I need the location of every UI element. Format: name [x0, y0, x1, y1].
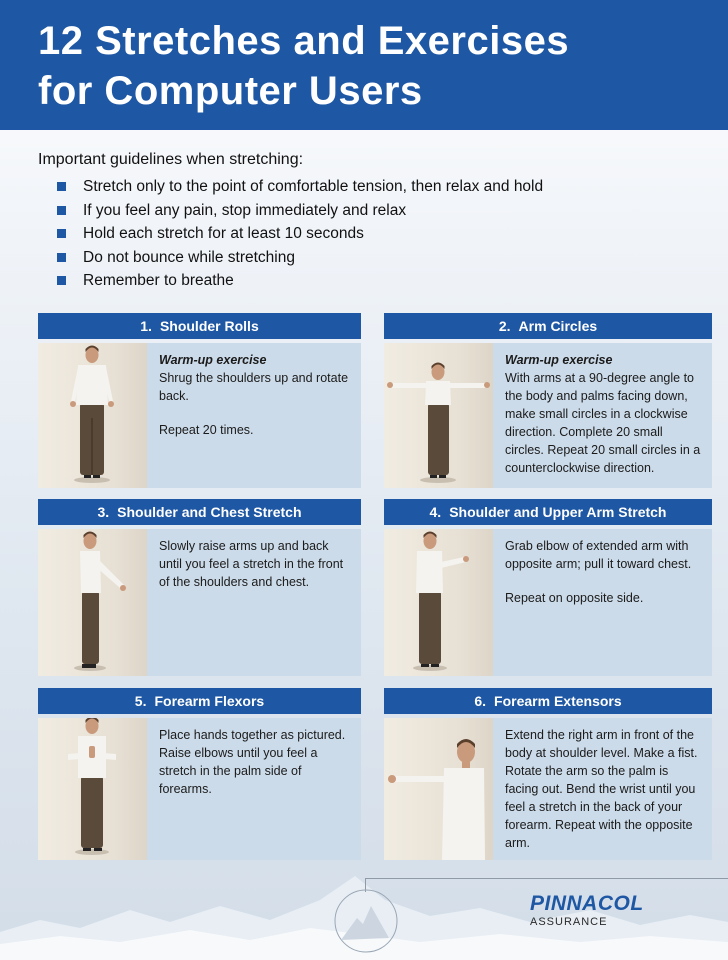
logo-area [365, 878, 728, 960]
divider [365, 878, 728, 879]
guidelines-heading: Important guidelines when stretching: [38, 151, 304, 168]
exercise-photo [38, 718, 147, 860]
person-hands-together-figure [38, 718, 147, 860]
guideline-item: Do not bounce while stretching [38, 246, 698, 270]
exercise-photo [384, 718, 493, 860]
exercise-instructions: Grab elbow of extended arm with opposite arm; pull it toward chest. [505, 539, 692, 571]
exercise-description-panel [493, 718, 712, 860]
exercise-description-panel [147, 529, 361, 676]
page-header [0, 0, 728, 130]
brand-subtitle: ASSURANCE [530, 916, 608, 928]
exercise-photo [384, 529, 493, 676]
exercise-title-bar: 3. Shoulder and Chest Stretch [38, 499, 361, 525]
square-bullet-icon [57, 253, 66, 262]
exercise-title-bar: 2. Arm Circles [384, 313, 712, 339]
guidelines-list [38, 175, 698, 293]
exercise-card-shoulder-rolls [38, 313, 361, 488]
square-bullet-icon [57, 206, 66, 215]
mountain-peak-emblem-icon [333, 888, 399, 954]
exercise-photo [384, 343, 493, 488]
page-title [38, 16, 718, 116]
exercise-description-panel [147, 718, 361, 860]
exercise-card-shoulder-chest-stretch [38, 499, 361, 676]
exercise-instructions: Place hands together as pictured. Raise elbows until you feel a stretch in the palm side of forearms. [159, 728, 346, 796]
exercise-card-forearm-flexors [38, 688, 361, 860]
exercise-repeat-note: Repeat 20 times. [159, 423, 254, 437]
square-bullet-icon [57, 182, 66, 191]
exercise-title-bar: 5. Forearm Flexors [38, 688, 361, 714]
title-line-1: 12 Stretches and Exercises [38, 19, 570, 63]
brand-name: PINNACOL [530, 892, 644, 915]
exercise-description-panel [147, 343, 361, 488]
person-side-stretch-figure [38, 529, 147, 676]
exercise-instructions: Extend the right arm in front of the body at shoulder level. Make a fist. Rotate the arm so the palm is facing out. Bend the wrist until you feel a stretch in the back of your forearm. Repeat with the opposite arm. [505, 728, 698, 850]
title-line-2: for Computer Users [38, 69, 423, 113]
guideline-item: If you feel any pain, stop immediately and relax [38, 199, 698, 223]
exercise-title-bar: 4. Shoulder and Upper Arm Stretch [384, 499, 712, 525]
person-arms-extended-figure [384, 343, 493, 488]
person-arm-forward-figure [384, 718, 493, 860]
exercise-subtitle: Warm-up exercise [159, 353, 267, 367]
exercise-card-forearm-extensors [384, 688, 712, 860]
person-standing-figure [38, 343, 147, 488]
exercise-photo [38, 343, 147, 488]
exercise-card-shoulder-upper-arm-stretch [384, 499, 712, 676]
exercise-title-bar: 6. Forearm Extensors [384, 688, 712, 714]
square-bullet-icon [57, 229, 66, 238]
exercise-subtitle: Warm-up exercise [505, 353, 613, 367]
exercise-instructions: Slowly raise arms up and back until you feel a stretch in the front of the shoulders and chest. [159, 539, 344, 589]
guideline-item: Stretch only to the point of comfortable tension, then relax and hold [38, 175, 698, 199]
exercise-title-bar: 1. Shoulder Rolls [38, 313, 361, 339]
square-bullet-icon [57, 276, 66, 285]
exercise-instructions: Shrug the shoulders up and rotate back. [159, 371, 349, 403]
exercise-description-panel [493, 343, 712, 488]
exercise-photo [38, 529, 147, 676]
exercise-instructions: With arms at a 90-degree angle to the body and palms facing down, make small circles in a clockwise direction. Complete 20 small circles. Repeat 20 small circles in a counterclockwise direction. [505, 371, 701, 475]
exercise-card-arm-circles [384, 313, 712, 488]
exercise-description-panel [493, 529, 712, 676]
guideline-item: Remember to breathe [38, 269, 698, 293]
guidelines-section [38, 150, 698, 293]
guideline-item: Hold each stretch for at least 10 seconds [38, 222, 698, 246]
exercise-repeat-note: Repeat on opposite side. [505, 591, 644, 605]
person-arm-across-figure [384, 529, 493, 676]
